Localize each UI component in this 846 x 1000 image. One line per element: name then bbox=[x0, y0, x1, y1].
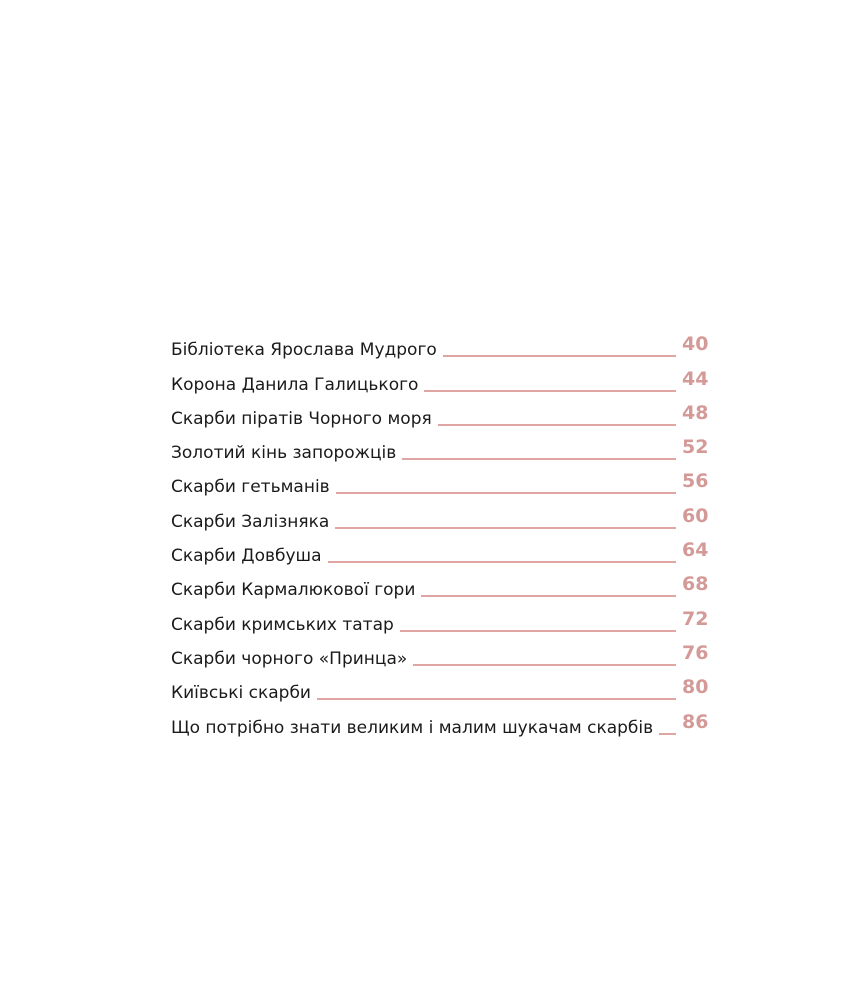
toc-entry-title: Київські скарби bbox=[171, 683, 311, 704]
toc-entry-page: 64 bbox=[682, 539, 709, 562]
toc-leader-line bbox=[438, 424, 676, 426]
toc-entry[interactable] bbox=[171, 601, 708, 635]
toc-entry[interactable] bbox=[171, 567, 708, 601]
toc-leader-line bbox=[336, 492, 676, 494]
toc-entry-page: 56 bbox=[682, 470, 709, 493]
toc-entry-title: Скарби піратів Чорного моря bbox=[171, 408, 432, 429]
toc-entry-title: Корона Данила Галицького bbox=[171, 374, 419, 395]
toc-entry-title: Бібліотека Ярослава Мудрого bbox=[171, 340, 437, 361]
toc-entry-title: Скарби Довбуша bbox=[171, 546, 322, 567]
toc-entry[interactable] bbox=[171, 670, 708, 704]
toc-entry-page: 68 bbox=[682, 573, 709, 596]
table-of-contents bbox=[171, 327, 708, 739]
toc-entry[interactable] bbox=[171, 704, 708, 738]
toc-entry-page: 40 bbox=[682, 333, 709, 356]
toc-entry-title: Золотий кінь запорожців bbox=[171, 443, 397, 464]
toc-entry-page: 76 bbox=[682, 641, 709, 664]
toc-entry-page: 86 bbox=[682, 710, 709, 733]
toc-entry-title: Скарби кримських татар bbox=[171, 614, 394, 635]
toc-entry-title: Що потрібно знати великим і малим шукачам скарбів bbox=[171, 717, 654, 738]
toc-leader-line bbox=[424, 390, 676, 392]
toc-entry-page: 72 bbox=[682, 607, 709, 630]
toc-leader-line bbox=[335, 527, 676, 529]
toc-leader-line bbox=[400, 630, 676, 632]
toc-entry[interactable] bbox=[171, 396, 708, 430]
toc-leader-line bbox=[317, 698, 676, 700]
toc-entry-title: Скарби Залізняка bbox=[171, 511, 330, 532]
toc-entry-title: Скарби чорного «Принца» bbox=[171, 648, 408, 669]
toc-leader-line bbox=[413, 664, 676, 666]
toc-leader-line bbox=[421, 595, 676, 597]
toc-entry[interactable] bbox=[171, 636, 708, 670]
toc-entry[interactable] bbox=[171, 498, 708, 532]
toc-entry-title: Скарби Кармалюкової гори bbox=[171, 580, 416, 601]
toc-entry-title: Скарби гетьманів bbox=[171, 477, 330, 498]
toc-entry-page: 60 bbox=[682, 504, 709, 527]
toc-entry-page: 44 bbox=[682, 367, 709, 390]
toc-entry-page: 80 bbox=[682, 676, 709, 699]
toc-leader-line bbox=[443, 355, 676, 357]
toc-entry-page: 48 bbox=[682, 401, 709, 424]
toc-entry[interactable] bbox=[171, 430, 708, 464]
toc-entry-page: 52 bbox=[682, 436, 709, 459]
toc-entry[interactable] bbox=[171, 533, 708, 567]
toc-entry[interactable] bbox=[171, 361, 708, 395]
toc-entry[interactable] bbox=[171, 327, 708, 361]
toc-leader-line bbox=[328, 561, 676, 563]
toc-leader-line bbox=[659, 733, 676, 735]
toc-entry[interactable] bbox=[171, 464, 708, 498]
toc-leader-line bbox=[402, 458, 676, 460]
